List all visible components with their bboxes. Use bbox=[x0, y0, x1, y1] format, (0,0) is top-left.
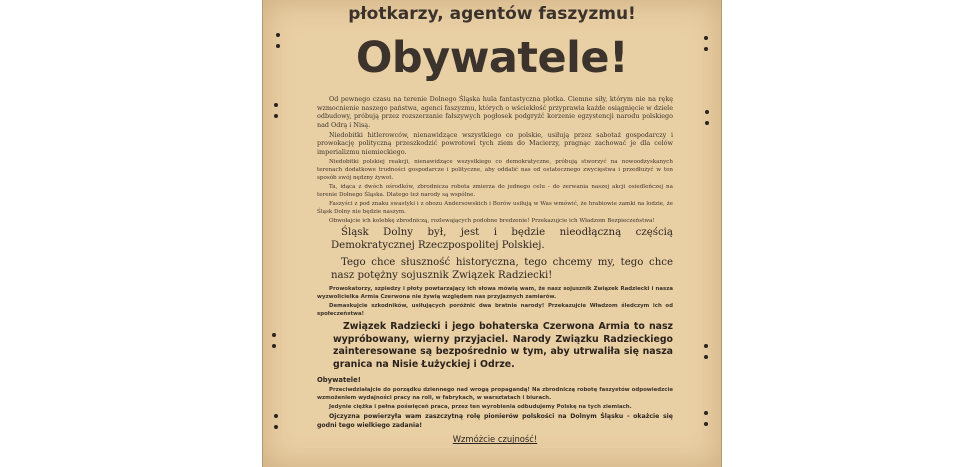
body-paragraph: Faszyści z pod znaku swastyki i z obozu Andersowskich i Borów usiłują w Was wmówić, że hrabiowie zamki na lodzie, że Śląsk Dolny nie będzie naszym. bbox=[317, 200, 673, 215]
binding-hole bbox=[704, 411, 708, 415]
poster-slogan: płotkarzy, agentów faszyzmu! bbox=[348, 4, 636, 24]
poster-headline: Obywatele! bbox=[355, 33, 629, 83]
call-to-action: Wzmóżcie czujność! bbox=[452, 434, 538, 445]
statement-large: Tego chce słuszność historyczna, tego chcemy my, tego chce nasz potężny sojusznik Związek Radziecki! bbox=[331, 256, 673, 281]
warning-paragraph: Prowokatorzy, szpiedzy i płoty powtarzający ich słowa mówią wam, że nasz sojusznik Związek Radziecki i nasza wyzwolicielka Armia Czerwona nie żywią względem nas przyjaznych zamiarów. bbox=[317, 286, 673, 301]
alliance-statement: Związek Radziecki i jego bohaterska Czerwona Armia to nasz wypróbowany, wierny przyjaciel. Narody Związku Radzieckiego zainteresowane są bezpośrednio w tym, aby utrwaliła się nasza granica na Nisie Łużyckiej i Odrze. bbox=[333, 321, 673, 370]
binding-hole bbox=[272, 344, 276, 348]
body-paragraph: Ta, idąca z dwóch ośrodków, zbrodnicza robota zmierza do jednego celu - do zerwania naszej akcji osiedleńczej na terenie Dolnego Śląska. Dlatego też narody są wspólne. bbox=[317, 183, 673, 198]
body-paragraph: Obwołajcie ich kolebkę zbrodniczą, rozlewających podobne bredzenie! Przekazujcie ich Władzom Bezpieczeństwa! bbox=[329, 218, 655, 225]
binding-hole bbox=[704, 344, 708, 348]
body-paragraph: Od pewnego czasu na terenie Dolnego Śląska hula fantastyczna plotka. Ciemne siły, którym nie na rękę wzmocnienie naszego państwa, agenci faszyzmu, których o wściekłość przyprawia każde osiągnięcie w dziele odbudowy, próbują przez rozszerzanie fałszywych pogłosek podgryźć korzenie egzystencji narodu polskiego nad Odrą i Nisą. bbox=[317, 95, 673, 129]
statement-large: Śląsk Dolny był, jest i będzie nieodłączną częścią Demokratycznej Rzeczpospolitej Polskiej. bbox=[331, 227, 673, 252]
binding-hole bbox=[705, 121, 709, 125]
binding-hole bbox=[704, 422, 708, 426]
binding-hole bbox=[274, 103, 278, 107]
body-paragraph: Niedobitki polskiej reakcji, nienawidzące wszystkiego co demokratyczne, próbują stworzyć na nowoodzyskanych terenach dodatkowe trudności gospodarcze i polityczne, aby oddalić nas od ostatecznego zwycięstwa i przedłużyć w ten sposób swój nędzny żywot. bbox=[317, 158, 673, 181]
poster-body bbox=[317, 95, 673, 444]
binding-hole bbox=[274, 414, 278, 418]
binding-hole bbox=[274, 114, 278, 118]
obywatele-label: Obywatele! bbox=[317, 375, 361, 384]
binding-hole bbox=[272, 333, 276, 337]
binding-hole bbox=[705, 110, 709, 114]
final-paragraph: Ojczyzna powierzyła wam zaszczytną rolę pionierów polskości na Dolnym Śląsku - okażcie się godni tego wielkiego zadania! bbox=[317, 413, 673, 429]
warning-paragraph: Demaskujcie szkodników, usiłujących poróżnić dwa bratnie narody! Przekazujcie Władzom śledczym ich od społeczeństwa! bbox=[317, 303, 673, 318]
binding-hole bbox=[274, 425, 278, 429]
poster-sheet bbox=[262, 0, 722, 467]
body-paragraph: Niedobitki hitlerowców, nienawidzące wszystkiego co polskie, usiłują przez sabotaż gospodarczy i prowokację polityczną przeszkodzić powrotowi tych ziem do Macierzy, pragnąc zachować je dla celów imperializmu niemieckiego. bbox=[317, 130, 673, 156]
closing-paragraph: Przeciwdziałajcie do porządku dziennego nad wrogą propagandą! Na zbrodniczą robotę faszystów odpowiedzcie wzmożeniem wydajności pracy na roli, w fabrykach, w warsztatach i biurach. bbox=[317, 386, 673, 401]
binding-hole bbox=[704, 355, 708, 359]
closing-paragraph: Jedynie ciężka i pełna poświęceń praca, przez ten wyrobienia odbudujemy Polskę na tych ziemiach. bbox=[329, 404, 632, 411]
